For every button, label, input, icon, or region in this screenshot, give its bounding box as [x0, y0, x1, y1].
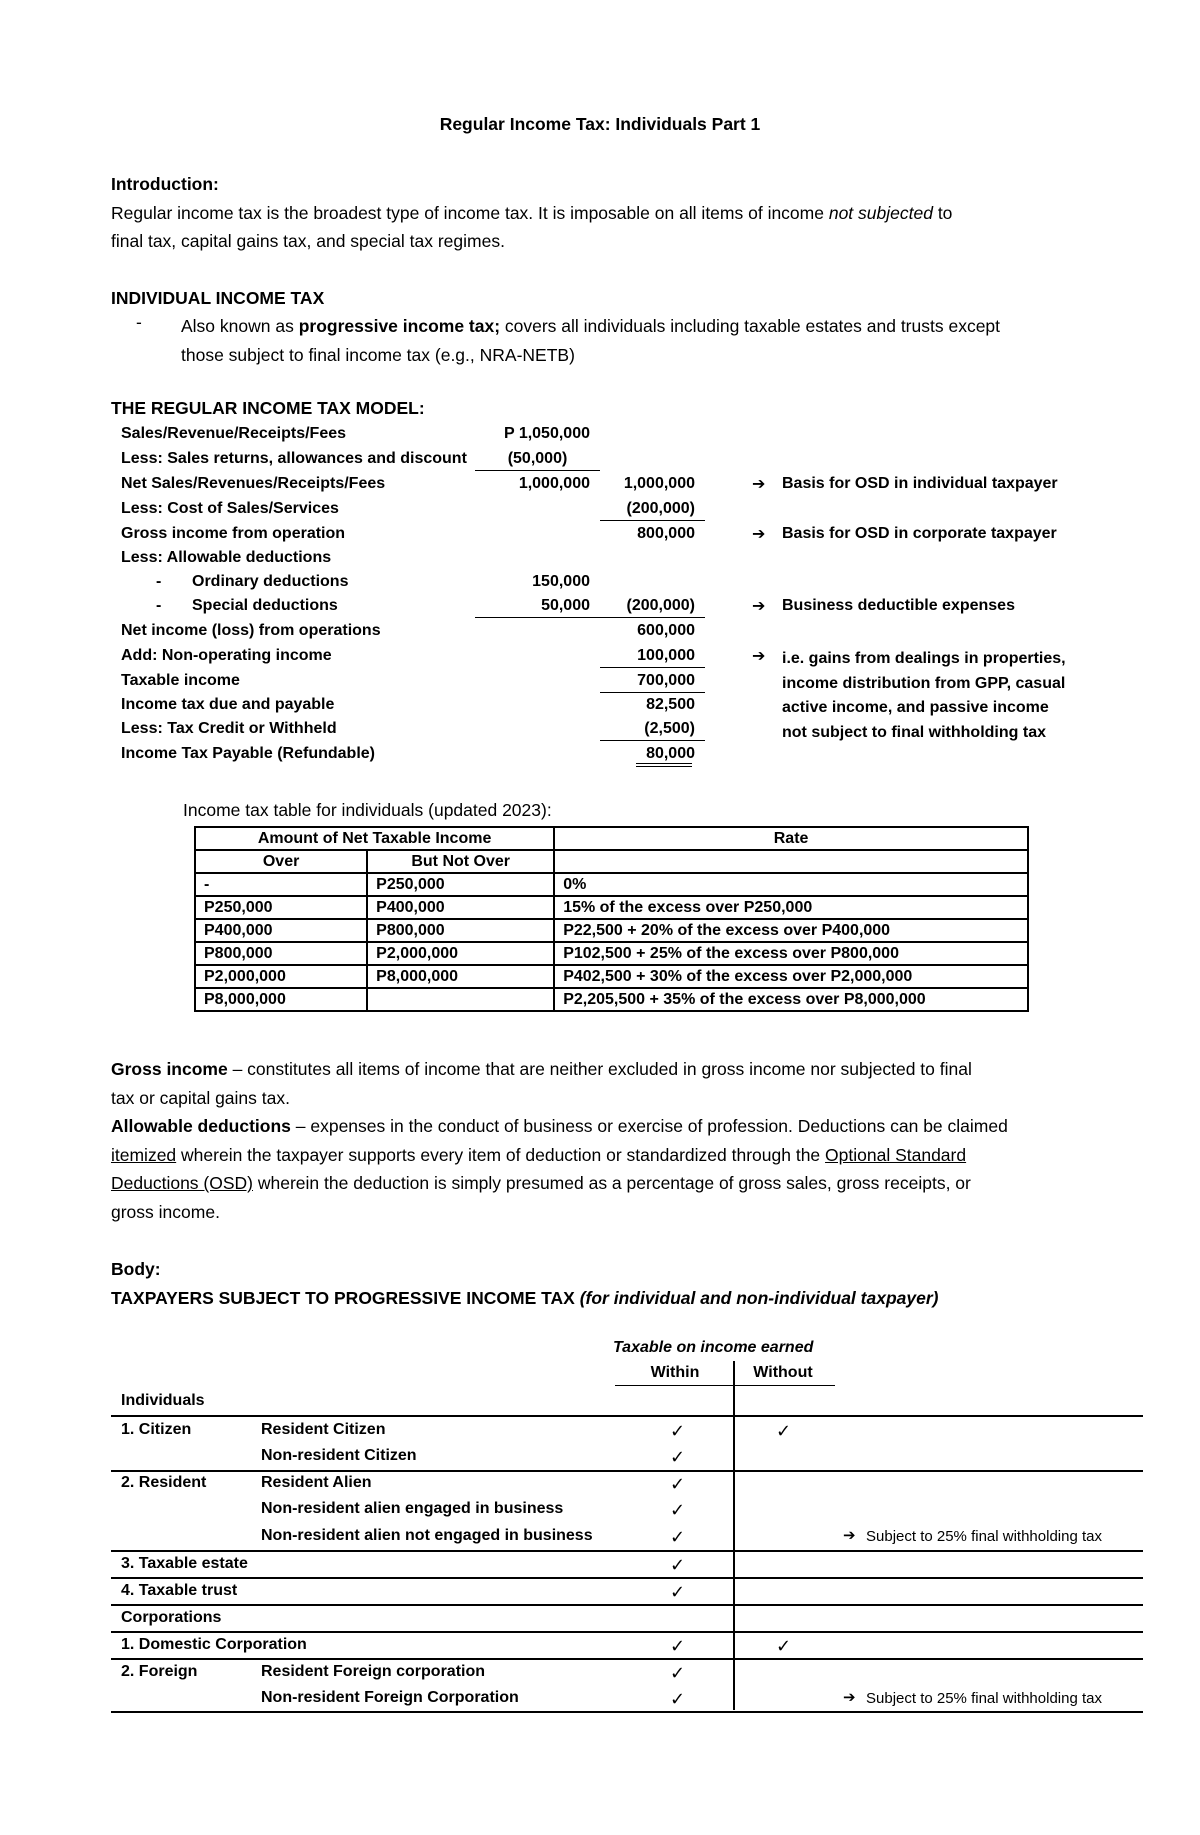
- table-row: [195, 965, 1028, 988]
- model-col1: 150,000: [532, 573, 590, 590]
- check-icon: ✓: [670, 1663, 686, 1683]
- model-label: Taxable income: [121, 672, 240, 689]
- note-final-withholding: Subject to 25% final withholding tax: [866, 1528, 1102, 1545]
- individual-section: [111, 284, 1096, 313]
- allowable-deductions-definition-2: itemized wherein the taxpayer supports every item of deduction or standardized through the Optional Standard: [111, 1144, 967, 1165]
- cell-over: P800,000: [195, 942, 367, 965]
- check-icon: ✓: [670, 1527, 686, 1547]
- dash-bullet: -: [156, 597, 162, 614]
- model-col1: P 1,050,000: [503, 425, 590, 442]
- allowable-deductions-definition-3: Deductions (OSD) wherein the deduction is simply presumed as a percentage of gross sales, gross receipts, or: [111, 1173, 971, 1193]
- row-resident: 2. Resident: [121, 1474, 207, 1491]
- intro-heading: Introduction:: [111, 174, 219, 194]
- page-title: Regular Income Tax: Individuals Part 1: [439, 114, 761, 134]
- underline: [600, 740, 705, 741]
- row-nra-not-engaged: Non-resident alien not engaged in business: [261, 1527, 593, 1544]
- table-row: [195, 988, 1028, 1011]
- body-section: [111, 1255, 1096, 1312]
- model-label: Income Tax Payable (Refundable): [121, 745, 375, 762]
- cell-rate: 15% of the excess over P250,000: [554, 896, 1028, 919]
- underline: [475, 470, 600, 471]
- cell-not-over: P250,000: [367, 873, 554, 896]
- intro-section: [111, 170, 1096, 256]
- table-row: [195, 942, 1028, 965]
- check-icon: ✓: [670, 1500, 686, 1520]
- right-arrow-icon: ➔: [843, 1527, 856, 1544]
- allowable-deductions-definition: Allowable deductions – expenses in the conduct of business or exercise of profession. Deductions can be claimed: [111, 1116, 1008, 1136]
- row-resident-alien: Resident Alien: [261, 1474, 372, 1491]
- model-label: Less: Tax Credit or Withheld: [121, 720, 337, 737]
- model-label: Ordinary deductions: [192, 573, 349, 590]
- col-without: Without: [753, 1364, 813, 1381]
- row-divider: [111, 1415, 1143, 1417]
- intro-text: Regular income tax is the broadest type of income tax. It is imposable on all items of income not subjected to: [111, 202, 953, 223]
- row-corporations: Corporations: [121, 1609, 222, 1626]
- row-divider: [111, 1711, 1143, 1713]
- model-label: Add: Non-operating income: [121, 647, 332, 664]
- gross-income-definition: Gross income – constitutes all items of income that are neither excluded in gross income nor subjected to final: [111, 1059, 972, 1079]
- note-final-withholding: Subject to 25% final withholding tax: [866, 1690, 1102, 1707]
- row-divider: [111, 1604, 1143, 1606]
- income-tax-table: [194, 826, 1029, 1012]
- tax-table-caption: Income tax table for individuals (updated 2023):: [183, 800, 552, 820]
- row-divider: [111, 1550, 1143, 1552]
- definitions-section: [111, 1055, 1096, 1226]
- check-icon: ✓: [670, 1474, 686, 1494]
- check-icon: ✓: [670, 1447, 686, 1467]
- model-col2: (2,500): [644, 720, 695, 737]
- individual-text: Also known as progressive income tax; covers all individuals including taxable estates and trusts except those subject to final income tax (e.g., NRA-NETB): [181, 316, 1001, 365]
- model-col1: (50,000): [507, 450, 568, 467]
- row-foreign: 2. Foreign: [121, 1663, 198, 1680]
- check-icon: ✓: [670, 1555, 686, 1575]
- row-nonresident-citizen: Non-resident Citizen: [261, 1447, 417, 1464]
- underline: [600, 520, 705, 521]
- check-icon: ✓: [670, 1582, 686, 1602]
- dash-bullet: -: [136, 312, 142, 332]
- individual-heading: INDIVIDUAL INCOME TAX: [111, 288, 325, 308]
- row-divider: [111, 1470, 1143, 1472]
- right-arrow-icon: ➔: [752, 476, 766, 493]
- row-divider: [111, 1658, 1143, 1660]
- underline: [600, 667, 705, 668]
- model-col2: 82,500: [646, 696, 695, 713]
- cell-rate: P22,500 + 20% of the excess over P400,000: [554, 919, 1028, 942]
- row-taxable-estate: 3. Taxable estate: [121, 1555, 248, 1572]
- right-arrow-icon: ➔: [752, 526, 766, 543]
- model-label: Special deductions: [192, 597, 338, 614]
- cell-rate: P102,500 + 25% of the excess over P800,000: [554, 942, 1028, 965]
- check-icon: ✓: [670, 1636, 686, 1656]
- underline: [475, 617, 705, 618]
- model-col2: 1,000,000: [623, 475, 695, 492]
- cell-not-over: P2,000,000: [367, 942, 554, 965]
- cell-rate: P2,205,500 + 35% of the excess over P8,000,000: [554, 988, 1028, 1011]
- body-subheading: TAXPAYERS SUBJECT TO PROGRESSIVE INCOME TAX (for individual and non-individual taxpayer): [111, 1287, 939, 1308]
- table-row: [195, 873, 1028, 896]
- header-not-over: But Not Over: [367, 850, 554, 873]
- note-osd-corporate: Basis for OSD in corporate taxpayer: [782, 525, 1057, 542]
- model-label: Less: Allowable deductions: [121, 549, 332, 566]
- cell-over: P250,000: [195, 896, 367, 919]
- cell-over: P8,000,000: [195, 988, 367, 1011]
- row-resident-citizen: Resident Citizen: [261, 1421, 386, 1438]
- model-label: Less: Sales returns, allowances and discount: [121, 450, 467, 467]
- table-row: [195, 919, 1028, 942]
- row-resident-foreign-corp: Resident Foreign corporation: [261, 1663, 486, 1680]
- double-underline: [636, 763, 692, 767]
- allowable-deductions-definition-4: gross income.: [111, 1201, 220, 1222]
- check-icon: ✓: [670, 1421, 686, 1441]
- model-col2: 700,000: [637, 672, 695, 689]
- taxable-caption: Taxable on income earned: [613, 1339, 814, 1356]
- note-business-expenses: Business deductible expenses: [782, 597, 1015, 614]
- model-col2: 80,000: [646, 745, 695, 762]
- model-label: Net Sales/Revenues/Receipts/Fees: [121, 475, 386, 492]
- header-underline: [615, 1385, 835, 1386]
- model-heading: THE REGULAR INCOME TAX MODEL:: [111, 398, 425, 418]
- note-osd-individual: Basis for OSD in individual taxpayer: [782, 475, 1058, 492]
- row-citizen: 1. Citizen: [121, 1421, 192, 1438]
- header-over: Over: [195, 850, 367, 873]
- row-divider: [111, 1631, 1143, 1633]
- cell-over: P2,000,000: [195, 965, 367, 988]
- row-taxable-trust: 4. Taxable trust: [121, 1582, 238, 1599]
- cell-not-over: P800,000: [367, 919, 554, 942]
- right-arrow-icon: ➔: [752, 648, 766, 665]
- header-rate: Rate: [554, 827, 1028, 850]
- right-arrow-icon: ➔: [843, 1689, 856, 1706]
- row-domestic-corporation: 1. Domestic Corporation: [121, 1636, 307, 1653]
- model-col2: 100,000: [637, 647, 695, 664]
- col-within: Within: [650, 1364, 700, 1381]
- model-label: Income tax due and payable: [121, 696, 335, 713]
- intro-text-2: final tax, capital gains tax, and special tax regimes.: [111, 231, 505, 251]
- cell-not-over: P8,000,000: [367, 965, 554, 988]
- row-nonresident-foreign-corp: Non-resident Foreign Corporation: [261, 1689, 519, 1706]
- model-label: Less: Cost of Sales/Services: [121, 500, 339, 517]
- header-amount: Amount of Net Taxable Income: [195, 827, 554, 850]
- cell-rate: 0%: [554, 873, 1028, 896]
- underline: [600, 692, 705, 693]
- cell-rate: P402,500 + 30% of the excess over P2,000,000: [554, 965, 1028, 988]
- check-icon: ✓: [776, 1421, 792, 1441]
- row-divider: [111, 1577, 1143, 1579]
- check-icon: ✓: [776, 1636, 792, 1656]
- model-col2: 600,000: [637, 622, 695, 639]
- model-col2: (200,000): [626, 597, 695, 614]
- gross-income-definition-2: tax or capital gains tax.: [111, 1087, 290, 1108]
- dash-bullet: -: [156, 573, 162, 590]
- model-label: Sales/Revenue/Receipts/Fees: [121, 425, 347, 442]
- table-row: [195, 896, 1028, 919]
- row-individuals: Individuals: [121, 1392, 205, 1409]
- model-label: Net income (loss) from operations: [121, 622, 381, 639]
- body-heading: Body:: [111, 1259, 161, 1279]
- cell-over: P400,000: [195, 919, 367, 942]
- cell-over: -: [195, 873, 367, 896]
- model-label: Gross income from operation: [121, 525, 346, 542]
- model-col1: 50,000: [541, 597, 590, 614]
- row-nra-engaged: Non-resident alien engaged in business: [261, 1500, 564, 1517]
- right-arrow-icon: ➔: [752, 598, 766, 615]
- model-col2: 800,000: [637, 525, 695, 542]
- check-icon: ✓: [670, 1689, 686, 1709]
- cell-not-over: P400,000: [367, 896, 554, 919]
- model-col1: 1,000,000: [518, 475, 590, 492]
- cell-not-over: [367, 988, 554, 1011]
- header-blank: [554, 850, 1028, 873]
- note-gains: i.e. gains from dealings in properties, income distribution from GPP, casual active income, and passive income not subject to final withholding tax: [782, 650, 1066, 741]
- model-col2: (200,000): [626, 500, 695, 517]
